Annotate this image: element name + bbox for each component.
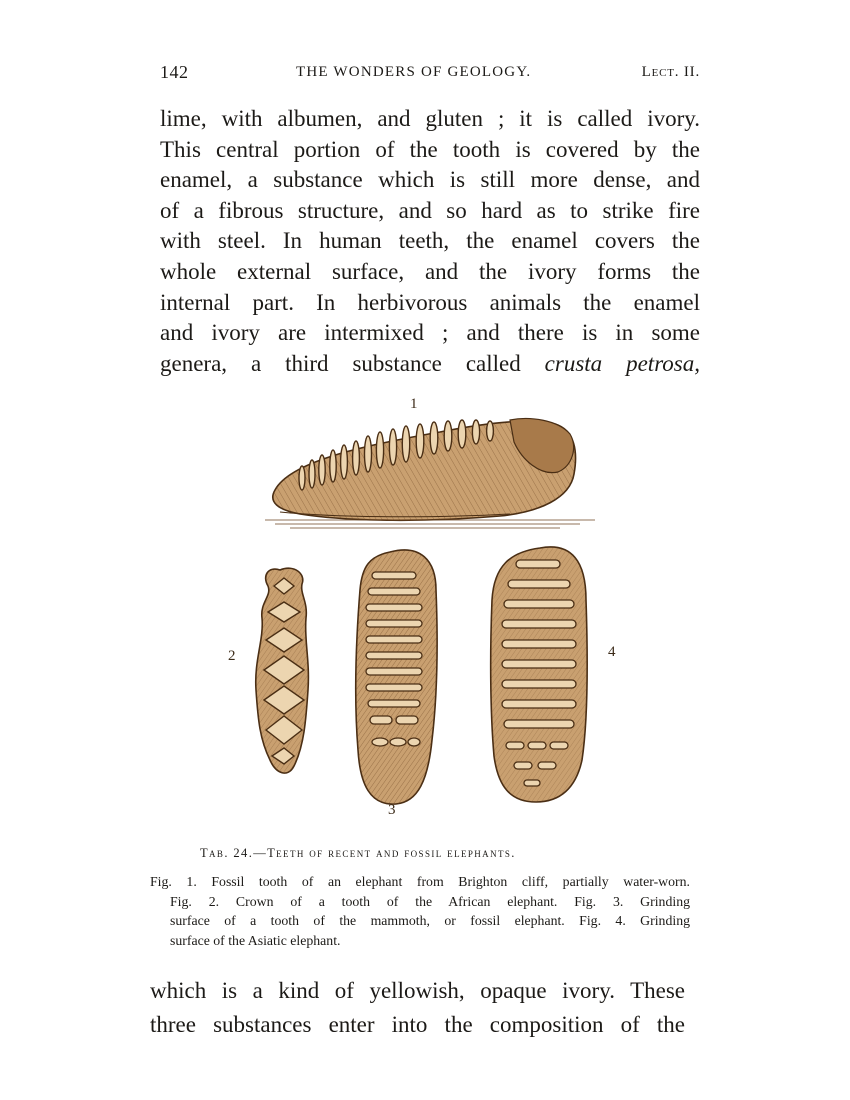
page-number: 142 bbox=[160, 62, 189, 82]
figure-label-2: 2 bbox=[228, 648, 236, 664]
text-line-prefix: genera, a third substance called bbox=[160, 350, 521, 376]
fig2-african-elephant-crown bbox=[256, 568, 309, 773]
fig4-asiatic-elephant-grinding-surface bbox=[491, 547, 588, 802]
figure-caption bbox=[150, 872, 690, 950]
caption-line: surface of a tooth of the mammoth, or fossil elephant. Fig. 4. Grinding bbox=[170, 913, 690, 928]
figure-label-4: 4 bbox=[608, 644, 616, 660]
text-line: enamel, a substance which is still more dense, and bbox=[160, 167, 700, 193]
italic-term: crusta petrosa, bbox=[544, 350, 700, 376]
body-text-top bbox=[160, 104, 700, 379]
figure-label-3: 3 bbox=[388, 802, 396, 818]
text-line: which is a kind of yellowish, opaque ivory. These bbox=[150, 978, 685, 1003]
elephant-teeth-illustration bbox=[180, 390, 660, 830]
caption-line: surface of the Asiatic elephant. bbox=[170, 932, 341, 948]
figure-label-1: 1 bbox=[410, 396, 418, 412]
text-line bbox=[160, 349, 700, 380]
running-header bbox=[160, 62, 700, 86]
caption-line: Fig. 1. Fossil tooth of an elephant from Brighton cliff, partially water-worn. bbox=[150, 874, 690, 889]
text-line: This central portion of the tooth is covered by the bbox=[160, 136, 700, 162]
text-line: internal part. In herbivorous animals the enamel bbox=[160, 289, 700, 315]
running-title: THE WONDERS OF GEOLOGY. bbox=[296, 64, 532, 80]
text-line: and ivory are intermixed ; and there is in some bbox=[160, 320, 700, 346]
teeth-engraving bbox=[180, 390, 660, 830]
text-line: whole external surface, and the ivory forms the bbox=[160, 258, 700, 284]
body-text-bottom bbox=[150, 974, 685, 1042]
text-line: lime, with albumen, and gluten ; it is called ivory. bbox=[160, 106, 700, 131]
caption-line: Fig. 2. Crown of a tooth of the African elephant. Fig. 3. Grinding bbox=[170, 893, 690, 909]
lecture-label: Lect. II. bbox=[641, 64, 700, 80]
text-line: three substances enter into the composition of the bbox=[150, 1012, 685, 1037]
fig3-mammoth-grinding-surface bbox=[356, 550, 437, 804]
fig1-fossil-tooth bbox=[265, 419, 595, 528]
figure-table-title: Tab. 24.—Teeth of recent and fossil elephants. bbox=[200, 846, 516, 860]
text-line: with steel. In human teeth, the enamel covers the bbox=[160, 228, 700, 254]
text-line: of a fibrous structure, and so hard as to strike fire bbox=[160, 197, 700, 223]
